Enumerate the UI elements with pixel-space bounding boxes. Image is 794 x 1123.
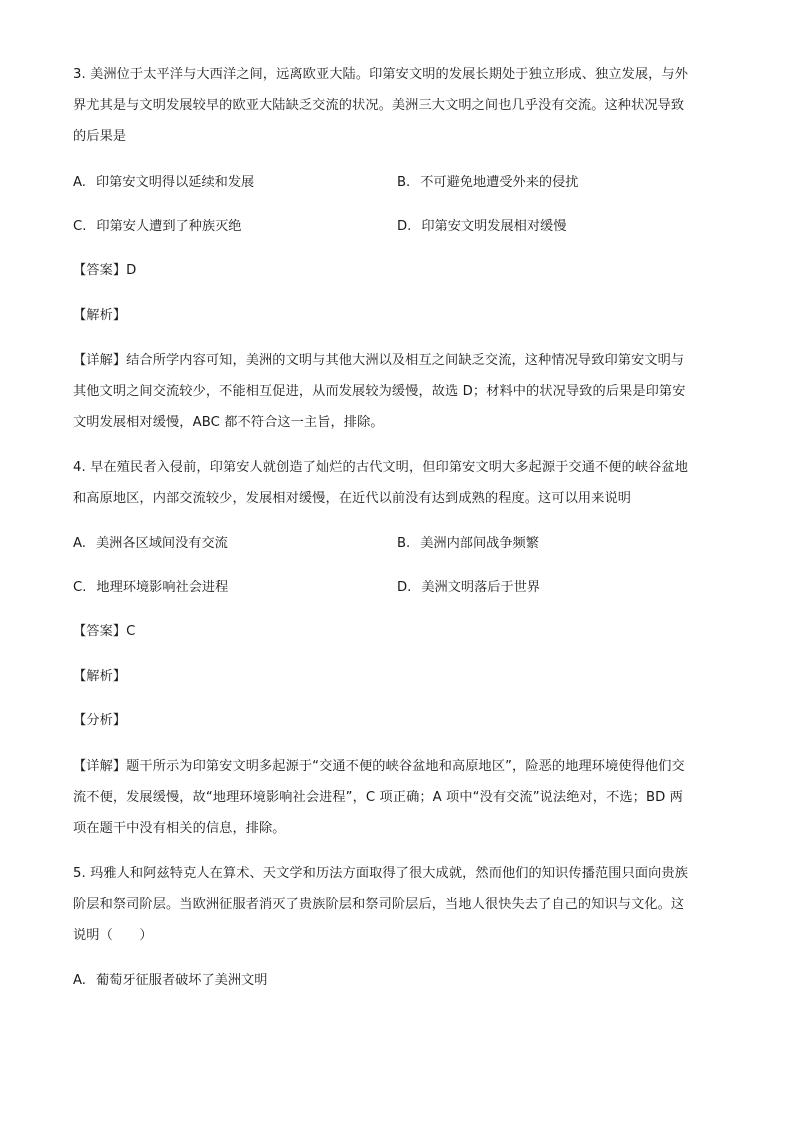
q4-stem-line-1: 4. 早在殖民者入侵前，印第安人就创造了灿烂的古代文明，但印第安文明大多起源于交通不便的峡谷盆地 — [73, 460, 689, 475]
q4-fenxi-label: 【分析】 — [73, 713, 127, 728]
q4-stem-line-2: 和高原地区，内部交流较少，发展相对缓慢，在近代以前没有达到成熟的程度。这可以用来说明 — [73, 491, 632, 506]
q4-option-a-letter: A. — [73, 536, 86, 551]
q4-option-a — [73, 535, 228, 553]
q3-option-b-letter: B. — [397, 175, 411, 190]
q5-stem-line-3: 说明（ ） — [73, 928, 153, 943]
q4-answer: 【答案】C — [73, 624, 136, 639]
q5-option-a-text: 葡萄牙征服者破坏了美洲文明 — [95, 973, 268, 988]
q4-option-c-text: 地理环境影响社会进程 — [96, 580, 229, 595]
q4-option-b-text: 美洲内部间战争频繁 — [420, 536, 539, 551]
q3-detail-line-1: 【详解】结合所学内容可知，美洲的文明与其他大洲以及相互之间缺乏交流，这种情况导致印第安文明与 — [73, 353, 685, 368]
q3-detail-line-2: 其他文明之间交流较少，不能相互促进，从而发展较为缓慢，故选 D；材料中的状况导致的后果是印第安 — [73, 384, 686, 399]
q4-detail-line-2: 流不便，发展缓慢，故“地理环境影响社会进程”，C 项正确；A 项中“没有交流”说法绝对，不选；BD 两 — [73, 790, 683, 805]
q3-option-c-text: 印第安人遭到了种族灭绝 — [96, 219, 242, 234]
q3-stem-line-2: 界尤其是与文明发展较早的欧亚大陆缺乏交流的状况。美洲三大文明之间也几乎没有交流。这种状况导致 — [73, 98, 685, 113]
q5-stem-line-2: 阶层和祭司阶层。当欧洲征服者消灭了贵族阶层和祭司阶层后，当地人很快失去了自己的知识与文化。这 — [73, 897, 685, 912]
q4-option-d-letter: D. — [397, 580, 412, 595]
q5-option-a — [73, 972, 267, 990]
q4-detail-line-1: 【详解】题干所示为印第安文明多起源于“交通不便的峡谷盆地和高原地区”，险恶的地理环境使得他们交 — [73, 759, 685, 774]
q3-option-b-text: 不可避免地遭受外来的侵扰 — [420, 175, 579, 190]
q3-option-a — [73, 174, 254, 192]
q3-option-d-text: 印第安文明发展相对缓慢 — [421, 219, 567, 234]
q5-stem-line-1: 5. 玛雅人和阿兹特克人在算术、天文学和历法方面取得了很大成就，然而他们的知识传播范围只面向贵族 — [73, 866, 689, 881]
q3-option-c — [73, 218, 241, 236]
q3-analysis-label: 【解析】 — [73, 308, 127, 323]
q3-option-a-text: 印第安文明得以延续和发展 — [95, 175, 255, 190]
q4-option-d — [397, 579, 540, 597]
q4-option-b — [397, 535, 539, 553]
q4-analysis-label: 【解析】 — [73, 669, 127, 684]
q4-option-c — [73, 579, 228, 597]
q4-option-c-letter: C. — [73, 580, 87, 595]
q3-option-d — [397, 218, 566, 236]
q3-answer: 【答案】D — [73, 263, 137, 278]
q3-stem-line-1: 3. 美洲位于太平洋与大西洋之间，远离欧亚大陆。印第安文明的发展长期处于独立形成、独立发展，与外 — [73, 67, 689, 82]
q3-option-a-letter: A. — [73, 175, 86, 190]
q4-option-d-text: 美洲文明落后于世界 — [421, 580, 541, 595]
q4-option-a-text: 美洲各区域间没有交流 — [95, 536, 228, 551]
q3-stem-line-3: 的后果是 — [73, 129, 127, 144]
q4-option-b-letter: B. — [397, 536, 411, 551]
q3-option-b — [397, 174, 579, 192]
q3-option-c-letter: C. — [73, 219, 87, 234]
q4-detail-line-3: 项在题干中没有相关的信息，排除。 — [73, 821, 286, 836]
q3-detail-line-3: 文明发展相对缓慢，ABC 都不符合这一主旨，排除。 — [73, 415, 384, 430]
q5-option-a-letter: A. — [73, 973, 86, 988]
q3-option-d-letter: D. — [397, 219, 412, 234]
